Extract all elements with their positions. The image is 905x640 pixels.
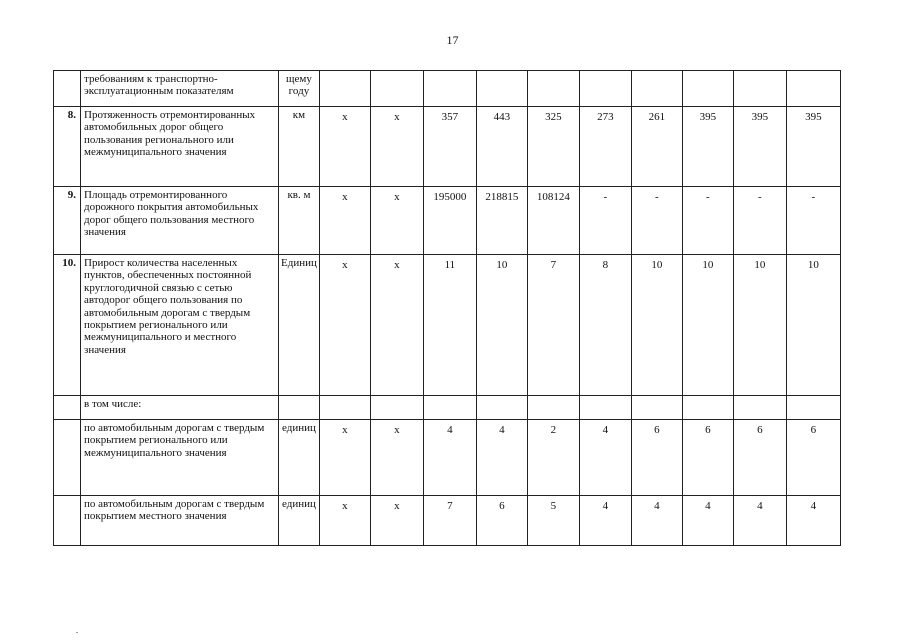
value-cell: х [370, 496, 423, 546]
table-row [54, 71, 841, 107]
value-cell: 7 [527, 255, 579, 396]
value-cell [319, 396, 370, 420]
value-cell: х [370, 187, 423, 255]
value-cell [319, 71, 370, 107]
table-row [54, 187, 841, 255]
unit-cell: единиц [279, 496, 320, 546]
value-cell: 4 [631, 496, 682, 546]
table-row [54, 396, 841, 420]
value-cell: х [319, 107, 370, 187]
indicator-name-cell: требованиям к транспортно-эксплуатационным показателям [81, 71, 279, 107]
value-cell: 10 [682, 255, 733, 396]
value-cell [733, 396, 786, 420]
scan-speck [76, 632, 78, 633]
value-cell: 4 [579, 496, 631, 546]
value-cell: - [682, 187, 733, 255]
row-number-cell [54, 420, 81, 496]
value-cell: 10 [631, 255, 682, 396]
indicator-table [53, 70, 841, 546]
value-cell: 4 [579, 420, 631, 496]
value-cell: 6 [631, 420, 682, 496]
indicator-name-cell: по автомобильным дорогам с твердым покрытием местного значения [81, 496, 279, 546]
value-cell: х [370, 107, 423, 187]
indicator-name-cell: Протяженность отремонтированных автомобильных дорог общего пользования регионального или межмуниципального значения [81, 107, 279, 187]
value-cell: 443 [476, 107, 527, 187]
unit-cell: км [279, 107, 320, 187]
value-cell [527, 396, 579, 420]
value-cell [786, 71, 840, 107]
row-number-cell: 8. [54, 107, 81, 187]
value-cell [579, 71, 631, 107]
value-cell: 261 [631, 107, 682, 187]
row-number-cell: 9. [54, 187, 81, 255]
value-cell: 8 [579, 255, 631, 396]
table-row [54, 107, 841, 187]
value-cell: - [786, 187, 840, 255]
value-cell [370, 71, 423, 107]
value-cell [423, 396, 476, 420]
row-number-cell [54, 71, 81, 107]
unit-cell [279, 396, 320, 420]
indicator-name-cell: Площадь отремонтированного дорожного покрытия автомобильных дорог общего пользования местного значения [81, 187, 279, 255]
value-cell: 7 [423, 496, 476, 546]
value-cell: 10 [733, 255, 786, 396]
indicator-name-cell: Прирост количества населенных пунктов, обеспеченных постоянной круглогодичной связью с сетью автодорог общего пользования по автомобильным дорогам с твердым покрытием регионального или межмуниципального и местного значения [81, 255, 279, 396]
table-row [54, 255, 841, 396]
value-cell: 6 [786, 420, 840, 496]
value-cell: 10 [786, 255, 840, 396]
value-cell: 6 [682, 420, 733, 496]
row-number-cell [54, 496, 81, 546]
value-cell [682, 71, 733, 107]
table-body [54, 71, 841, 546]
value-cell [370, 396, 423, 420]
value-cell: х [319, 187, 370, 255]
value-cell: 6 [733, 420, 786, 496]
value-cell: х [370, 255, 423, 396]
value-cell: 4 [786, 496, 840, 546]
value-cell [733, 71, 786, 107]
value-cell: 10 [476, 255, 527, 396]
indicator-name-cell: по автомобильным дорогам с твердым покрытием регионального или межмуниципального значения [81, 420, 279, 496]
value-cell: 108124 [527, 187, 579, 255]
value-cell [527, 71, 579, 107]
value-cell [423, 71, 476, 107]
value-cell [476, 396, 527, 420]
value-cell: х [319, 420, 370, 496]
value-cell: 357 [423, 107, 476, 187]
unit-cell: кв. м [279, 187, 320, 255]
value-cell: 325 [527, 107, 579, 187]
value-cell: 195000 [423, 187, 476, 255]
value-cell [476, 71, 527, 107]
value-cell: 4 [476, 420, 527, 496]
indicator-name-cell: в том числе: [81, 396, 279, 420]
value-cell: 4 [423, 420, 476, 496]
value-cell: 4 [733, 496, 786, 546]
value-cell: 11 [423, 255, 476, 396]
value-cell: - [579, 187, 631, 255]
value-cell: 395 [733, 107, 786, 187]
value-cell: - [631, 187, 682, 255]
value-cell: 2 [527, 420, 579, 496]
value-cell [631, 396, 682, 420]
value-cell: 6 [476, 496, 527, 546]
value-cell [786, 396, 840, 420]
value-cell: 395 [682, 107, 733, 187]
value-cell: 218815 [476, 187, 527, 255]
value-cell [579, 396, 631, 420]
table-row [54, 496, 841, 546]
value-cell: х [319, 496, 370, 546]
unit-cell: единиц [279, 420, 320, 496]
unit-cell: щему году [279, 71, 320, 107]
value-cell: - [733, 187, 786, 255]
value-cell: 4 [682, 496, 733, 546]
value-cell: х [370, 420, 423, 496]
value-cell: 5 [527, 496, 579, 546]
value-cell: х [319, 255, 370, 396]
value-cell [631, 71, 682, 107]
page-number: 17 [446, 33, 459, 47]
unit-cell: Единиц [279, 255, 320, 396]
row-number-cell: 10. [54, 255, 81, 396]
value-cell: 395 [786, 107, 840, 187]
value-cell: 273 [579, 107, 631, 187]
row-number-cell [54, 396, 81, 420]
value-cell [682, 396, 733, 420]
table-row [54, 420, 841, 496]
